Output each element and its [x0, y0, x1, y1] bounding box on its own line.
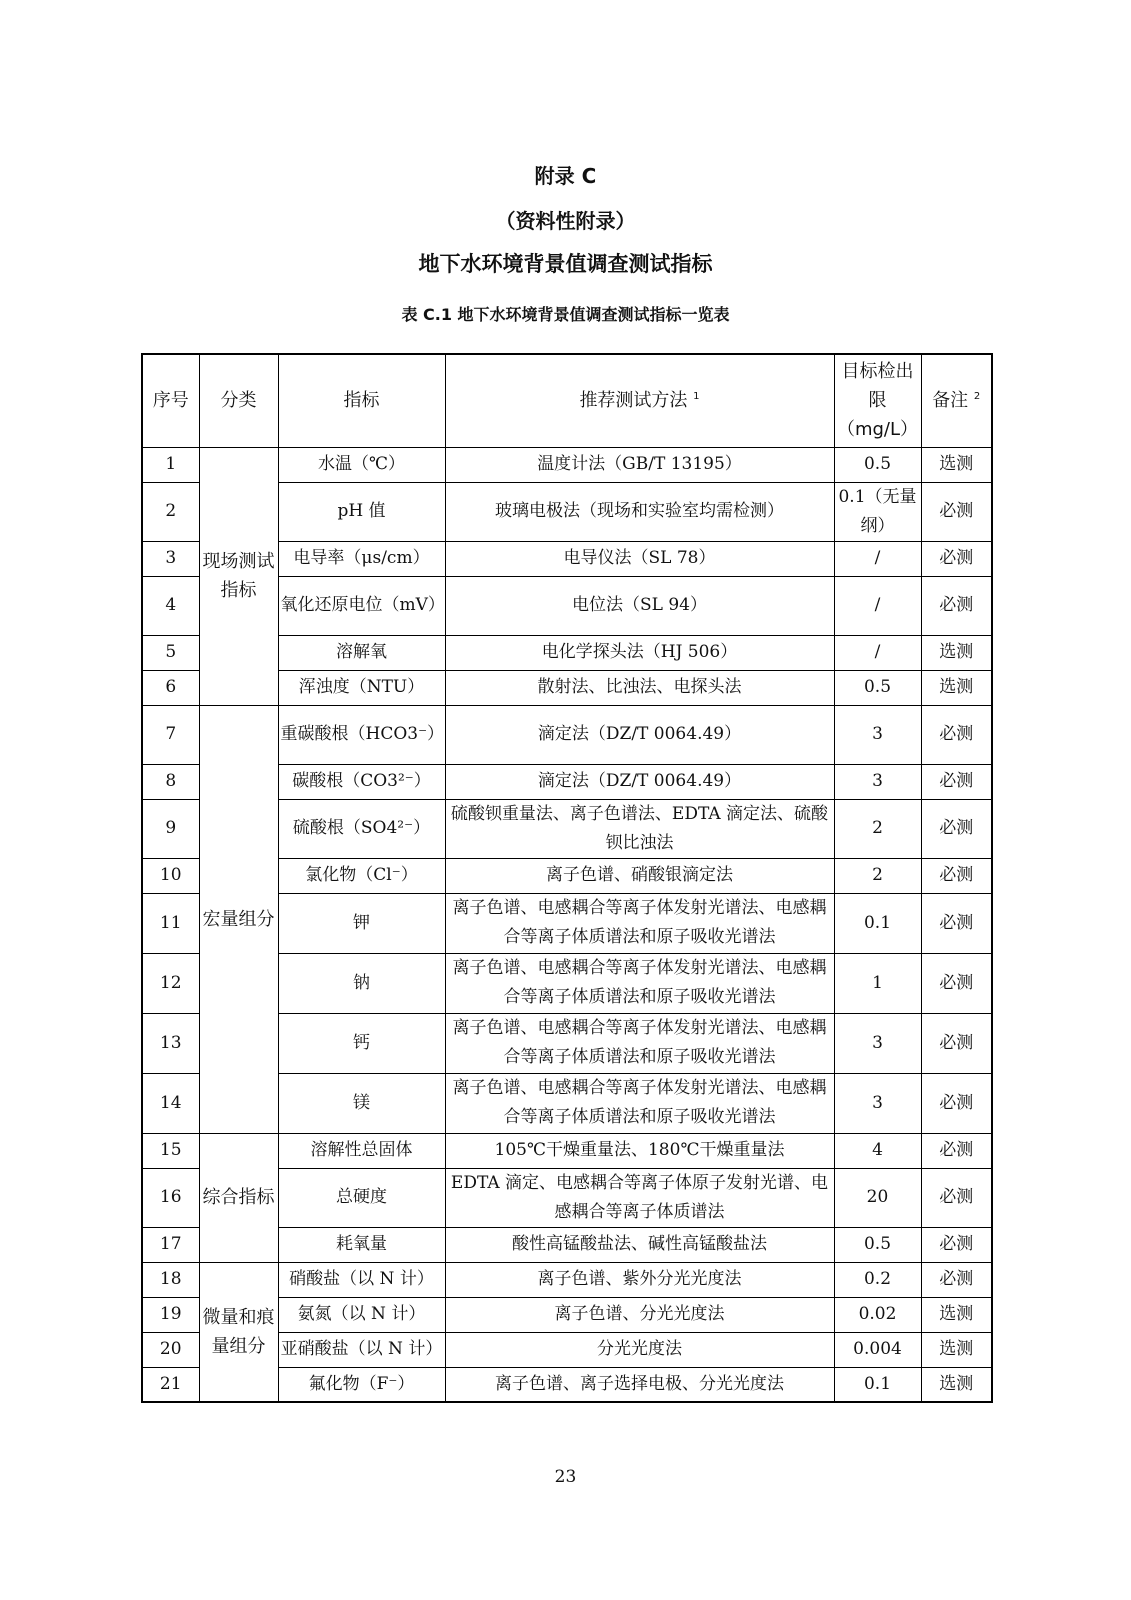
limit-cell: 0.1: [834, 893, 921, 953]
limit-cell: 3: [834, 1013, 921, 1073]
method-cell: 硫酸钡重量法、离子色谱法、EDTA 滴定法、硫酸钡比浊法: [445, 799, 834, 858]
limit-cell: 0.5: [834, 447, 921, 482]
row-no-cell: 8: [142, 764, 199, 799]
row-no-cell: 16: [142, 1168, 199, 1227]
indicator-cell: 电导率（μs/cm）: [278, 541, 445, 576]
remark-cell: 选测: [921, 1297, 992, 1332]
indicator-cell: 钙: [278, 1013, 445, 1073]
indicator-cell: 碳酸根（CO3²⁻）: [278, 764, 445, 799]
remark-header-label: 备注: [932, 390, 969, 412]
row-no-cell: 1: [142, 447, 199, 482]
col-header-limit: 目标检出限（mg/L）: [834, 354, 921, 447]
remark-cell: 必测: [921, 1013, 992, 1073]
col-header-no: 序号: [142, 354, 199, 447]
indicator-cell: 氯化物（Cl⁻）: [278, 858, 445, 893]
limit-cell: 20: [834, 1168, 921, 1227]
remark-footnote-mark: 2: [973, 391, 981, 403]
limit-cell: 2: [834, 799, 921, 858]
row-no-cell: 18: [142, 1262, 199, 1297]
col-header-indicator: 指标: [278, 354, 445, 447]
indicator-cell: 亚硝酸盐（以 N 计）: [278, 1332, 445, 1367]
method-cell: 105℃干燥重量法、180℃干燥重量法: [445, 1133, 834, 1168]
remark-cell: 选测: [921, 670, 992, 705]
method-cell: 分光光度法: [445, 1332, 834, 1367]
category-cell: 综合指标: [199, 1133, 278, 1262]
indicator-cell: 氨氮（以 N 计）: [278, 1297, 445, 1332]
remark-cell: 必测: [921, 1168, 992, 1227]
remark-cell: 必测: [921, 541, 992, 576]
category-cell: 宏量组分: [199, 705, 278, 1133]
limit-cell: 0.1: [834, 1367, 921, 1402]
indicator-cell: 重碳酸根（HCO3⁻）: [278, 705, 445, 764]
remark-cell: 必测: [921, 858, 992, 893]
limit-cell: 0.5: [834, 1227, 921, 1262]
indicator-cell: 硝酸盐（以 N 计）: [278, 1262, 445, 1297]
remark-cell: 选测: [921, 635, 992, 670]
method-cell: 离子色谱、电感耦合等离子体发射光谱法、电感耦合等离子体质谱法和原子吸收光谱法: [445, 1013, 834, 1073]
indicator-cell: 钾: [278, 893, 445, 953]
indicator-cell: 溶解性总固体: [278, 1133, 445, 1168]
indicator-table: [141, 353, 993, 1403]
col-header-method: [445, 354, 834, 447]
section-title: 地下水环境背景值调查测试指标: [418, 252, 713, 276]
method-cell: 电位法（SL 94）: [445, 576, 834, 635]
method-cell: 离子色谱、紫外分光光度法: [445, 1262, 834, 1297]
table-row: [142, 705, 992, 764]
category-cell: 微量和痕量组分: [199, 1262, 278, 1402]
limit-cell: /: [834, 576, 921, 635]
limit-cell: 3: [834, 1073, 921, 1133]
header-row: [142, 354, 992, 447]
method-cell: EDTA 滴定、电感耦合等离子体原子发射光谱、电感耦合等离子体质谱法: [445, 1168, 834, 1227]
page-number: 23: [554, 1467, 577, 1487]
indicator-cell: 浑浊度（NTU）: [278, 670, 445, 705]
row-no-cell: 20: [142, 1332, 199, 1367]
remark-cell: 必测: [921, 893, 992, 953]
col-header-remark: [921, 354, 992, 447]
row-no-cell: 14: [142, 1073, 199, 1133]
method-footnote-mark: 1: [693, 391, 700, 403]
limit-cell: 4: [834, 1133, 921, 1168]
method-cell: 温度计法（GB/T 13195）: [445, 447, 834, 482]
row-no-cell: 3: [142, 541, 199, 576]
row-no-cell: 15: [142, 1133, 199, 1168]
indicator-cell: 钠: [278, 953, 445, 1013]
method-cell: 电导仪法（SL 78）: [445, 541, 834, 576]
remark-cell: 选测: [921, 1332, 992, 1367]
method-cell: 滴定法（DZ/T 0064.49）: [445, 764, 834, 799]
remark-cell: 必测: [921, 799, 992, 858]
row-no-cell: 12: [142, 953, 199, 1013]
method-cell: 离子色谱、硝酸银滴定法: [445, 858, 834, 893]
remark-cell: 必测: [921, 764, 992, 799]
indicator-cell: 氟化物（F⁻）: [278, 1367, 445, 1402]
remark-cell: 必测: [921, 576, 992, 635]
indicator-cell: 水温（℃）: [278, 447, 445, 482]
table-caption: 表 C.1 地下水环境背景值调查测试指标一览表: [401, 305, 730, 324]
method-cell: 离子色谱、电感耦合等离子体发射光谱法、电感耦合等离子体质谱法和原子吸收光谱法: [445, 893, 834, 953]
row-no-cell: 5: [142, 635, 199, 670]
category-cell: 现场测试指标: [199, 447, 278, 705]
remark-cell: 必测: [921, 1227, 992, 1262]
indicator-cell: 镁: [278, 1073, 445, 1133]
method-cell: 滴定法（DZ/T 0064.49）: [445, 705, 834, 764]
method-cell: 离子色谱、电感耦合等离子体发射光谱法、电感耦合等离子体质谱法和原子吸收光谱法: [445, 1073, 834, 1133]
limit-cell: 0.02: [834, 1297, 921, 1332]
limit-cell: 3: [834, 764, 921, 799]
remark-cell: 必测: [921, 953, 992, 1013]
row-no-cell: 6: [142, 670, 199, 705]
method-cell: 酸性高锰酸盐法、碱性高锰酸盐法: [445, 1227, 834, 1262]
remark-cell: 必测: [921, 705, 992, 764]
indicator-cell: 溶解氧: [278, 635, 445, 670]
method-header-label: 推荐测试方法: [579, 390, 688, 412]
remark-cell: 选测: [921, 447, 992, 482]
limit-cell: /: [834, 635, 921, 670]
row-no-cell: 21: [142, 1367, 199, 1402]
row-no-cell: 4: [142, 576, 199, 635]
limit-cell: 3: [834, 705, 921, 764]
row-no-cell: 9: [142, 799, 199, 858]
limit-cell: /: [834, 541, 921, 576]
indicator-cell: 氧化还原电位（mV）: [278, 576, 445, 635]
method-cell: 离子色谱、离子选择电极、分光光度法: [445, 1367, 834, 1402]
limit-cell: 0.2: [834, 1262, 921, 1297]
limit-cell: 0.1（无量纲）: [834, 482, 921, 541]
row-no-cell: 19: [142, 1297, 199, 1332]
row-no-cell: 17: [142, 1227, 199, 1262]
table-row: [142, 1262, 992, 1297]
indicator-cell: 硫酸根（SO4²⁻）: [278, 799, 445, 858]
remark-cell: 选测: [921, 1367, 992, 1402]
table-row: [142, 1133, 992, 1168]
col-header-category: 分类: [199, 354, 278, 447]
appendix-type: （资料性附录）: [495, 209, 636, 233]
method-cell: 玻璃电极法（现场和实验室均需检测）: [445, 482, 834, 541]
appendix-title: 附录 C: [534, 164, 597, 188]
row-no-cell: 11: [142, 893, 199, 953]
remark-cell: 必测: [921, 1262, 992, 1297]
limit-cell: 1: [834, 953, 921, 1013]
limit-cell: 0.004: [834, 1332, 921, 1367]
row-no-cell: 13: [142, 1013, 199, 1073]
row-no-cell: 7: [142, 705, 199, 764]
indicator-cell: 总硬度: [278, 1168, 445, 1227]
method-cell: 散射法、比浊法、电探头法: [445, 670, 834, 705]
remark-cell: 必测: [921, 1073, 992, 1133]
limit-cell: 0.5: [834, 670, 921, 705]
table-row: [142, 447, 992, 482]
row-no-cell: 2: [142, 482, 199, 541]
table-body: [142, 447, 992, 1402]
row-no-cell: 10: [142, 858, 199, 893]
indicator-cell: 耗氧量: [278, 1227, 445, 1262]
method-cell: 电化学探头法（HJ 506）: [445, 635, 834, 670]
remark-cell: 必测: [921, 482, 992, 541]
method-cell: 离子色谱、分光光度法: [445, 1297, 834, 1332]
indicator-cell: pH 值: [278, 482, 445, 541]
method-cell: 离子色谱、电感耦合等离子体发射光谱法、电感耦合等离子体质谱法和原子吸收光谱法: [445, 953, 834, 1013]
remark-cell: 必测: [921, 1133, 992, 1168]
limit-cell: 2: [834, 858, 921, 893]
